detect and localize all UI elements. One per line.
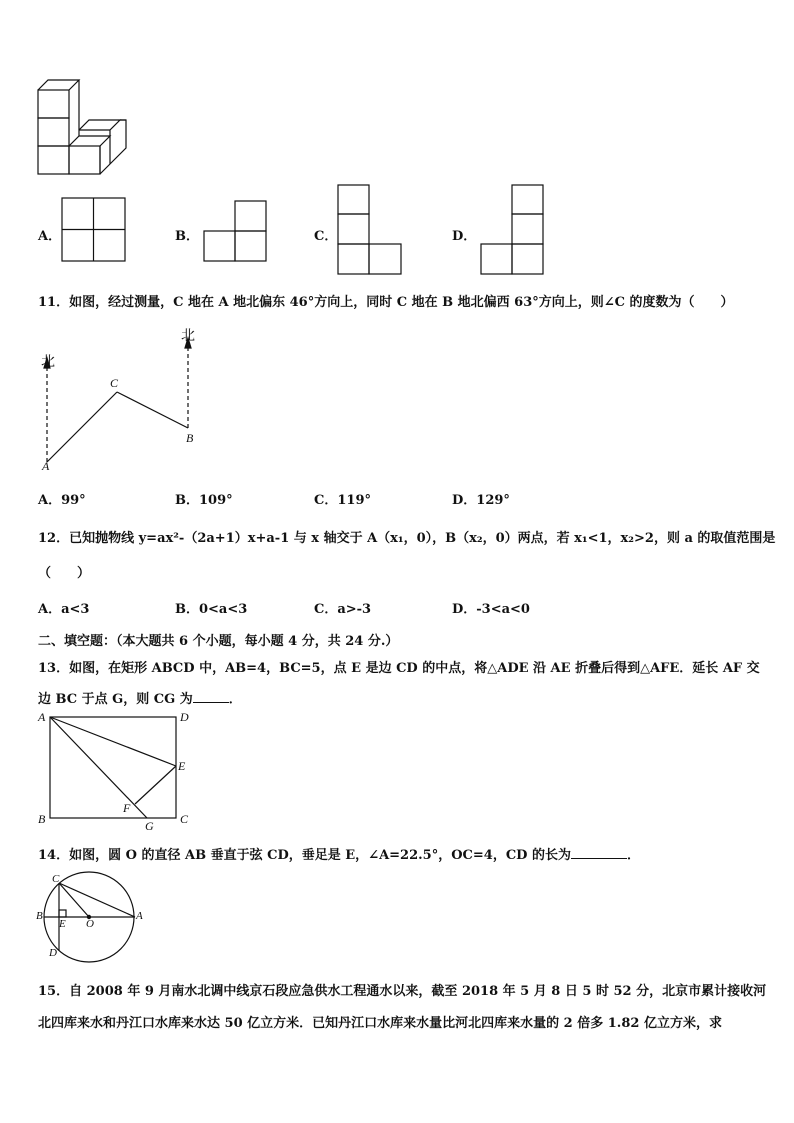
q11-north-b: 北 (181, 328, 195, 344)
q10-option-b: B． (175, 229, 199, 244)
q13-label-g: G (145, 819, 154, 833)
q13-answer-blank (193, 690, 229, 703)
q14-label-c: C (52, 873, 60, 885)
q11-option-b: B．109° (175, 493, 233, 508)
q13-line2 (38, 688, 242, 707)
q10-option-c-figure (338, 185, 404, 277)
q13-line1: 13．如图，在矩形 ABCD 中，AB=4，BC=5，点 E 是边 CD 的中点，将△ADE 沿 AE 折叠后得到△AFE．延长 AF 交 (38, 661, 760, 676)
q14-label-o: O (86, 918, 94, 930)
q12-option-d: D．-3<a<0 (452, 602, 530, 617)
q12-stem: 12．已知抛物线 y=ax²-（2a+1）x+a-1 与 x 轴交于 A（x₁，0），B（x₂，0）两点，若 x₁<1，x₂>2，则 a 的取值范围是 (38, 531, 776, 546)
q15-line2: 北四库来水和丹江口水库来水达 50 亿立方米．已知丹江口水库来水量比河北四库来水量的 2 倍多 1.82 亿立方米，求 (38, 1016, 722, 1031)
q12-option-c: C．a>-3 (314, 602, 372, 617)
q15-line1: 15．自 2008 年 9 月南水北调中线京石段应急供水工程通水以来，截至 2018 年 5 月 8 日 5 时 52 分，北京市累计接收河 (38, 984, 767, 999)
q11-label-c: C (110, 376, 119, 390)
q14-label-e: E (59, 918, 66, 930)
q13-label-c: C (180, 812, 189, 826)
q13-label-b: B (38, 812, 46, 826)
q10-option-a: A． (38, 229, 62, 244)
q14-label-a: A (136, 910, 143, 922)
cube-stack-figure (36, 76, 136, 176)
q14-label-b: B (36, 910, 43, 922)
q11-label-a: A (42, 459, 50, 473)
q14-stem (38, 844, 640, 863)
q11-option-d: D．129° (452, 493, 510, 508)
section-title: 二、填空题：（本大题共 6 个小题，每小题 4 分，共 24 分.） (38, 634, 399, 649)
q13-label-e: E (178, 759, 186, 773)
q12-option-a: A．a<3 (38, 602, 90, 617)
q14-label-d: D (49, 947, 57, 959)
q11-north-a: 北 (41, 354, 55, 370)
q11-option-a: A．99° (38, 493, 86, 508)
q13-line2-text: 边 BC 于点 G，则 CG 为 (38, 692, 193, 707)
q11-label-b: B (186, 431, 194, 445)
q11-option-c: C．119° (314, 493, 371, 508)
q14-figure (44, 872, 144, 962)
q12-option-b: B．0<a<3 (175, 602, 248, 617)
q10-option-d: D． (452, 229, 477, 244)
q10-option-a-figure (62, 198, 128, 264)
q14-answer-blank (571, 846, 627, 859)
q13-figure (50, 717, 180, 822)
q13-label-f: F (123, 801, 131, 815)
q13-line2-end: ． (228, 692, 242, 707)
q14-stem-text: 14．如图，圆 O 的直径 AB 垂直于弦 CD，垂足是 E，∠A=22.5°，OC=4，CD 的长为 (38, 848, 571, 863)
q13-label-d: D (180, 710, 189, 724)
q10-option-c: C． (314, 229, 338, 244)
q13-label-a: A (38, 710, 46, 724)
q12-paren: （ ） (38, 566, 91, 581)
q11-stem: 11．如图，经过测量，C 地在 A 地北偏东 46°方向上，同时 C 地在 B 地北偏西 63°方向上，则∠C 的度数为（ ） (38, 295, 734, 310)
q10-option-d-figure (481, 185, 547, 277)
q14-stem-end: ． (626, 848, 640, 863)
q10-option-b-figure (204, 201, 270, 263)
